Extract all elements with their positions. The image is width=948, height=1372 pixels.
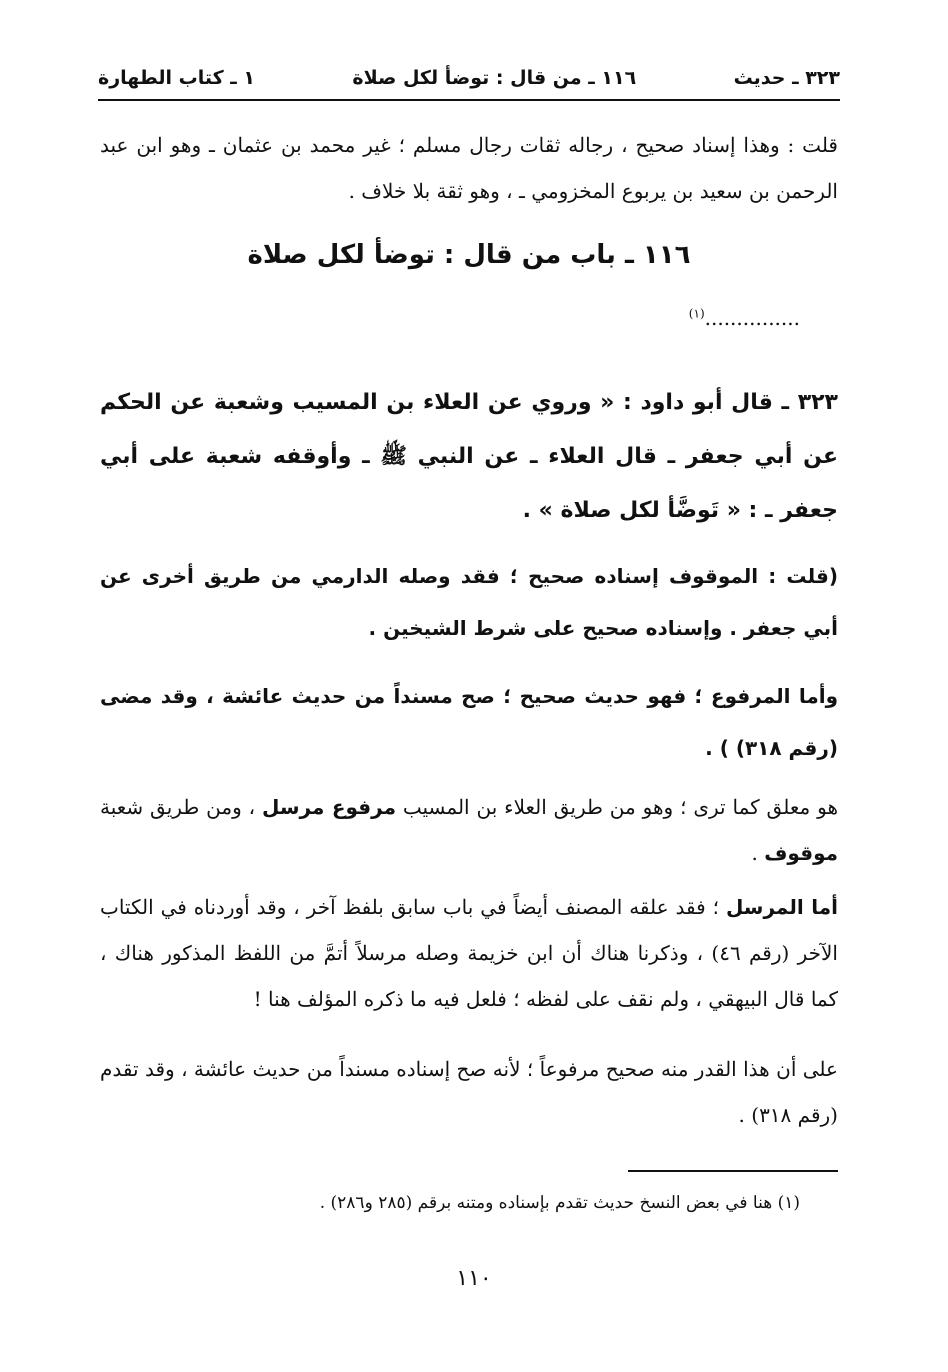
footnote: (١) هنا في بعض النسخ حديث تقدم بإسناده ومتنه برقم (٢٨٥ و٢٨٦) . [319,1193,800,1213]
running-header [98,60,840,96]
p3-part-a: هو معلق كما ترى ؛ وهو من طريق العلاء بن المسيب [395,795,838,819]
p3-part-e: . [751,841,765,865]
omission-marker [560,306,800,330]
p3-bold-marfu-mursal: مرفوع مرسل [262,795,396,819]
omission-dots: ............... [704,306,800,330]
p4-bold-lead: أما المرسل [725,895,838,919]
header-book-title: ١ ـ كتاب الطهارة [98,67,255,89]
hadith-text: ٣٢٣ ـ قال أبو داود : « وروي عن العلاء بن المسيب وشعبة عن الحكم عن أبي جعفر ـ قال العلاء ـ عن النبي ﷺ ـ وأوقفه شعبة على أبي جعفر ـ : « تَوضَّأ لكل صلاة » . [100,390,838,523]
commentary-paragraph-3 [100,784,838,876]
section-heading: ١١٦ ـ باب من قال : توضأ لكل صلاة [247,240,691,270]
header-rule [98,99,840,101]
commentary-paragraph-1: (قلت : الموقوف إسناده صحيح ؛ فقد وصله الدارمي من طريق أخرى عن أبي جعفر . وإسناده صحيح على شرط الشيخين . [100,564,838,640]
intro-paragraph: قلت : وهذا إسناد صحيح ، رجاله ثقات رجال مسلم ؛ غير محمد بن عثمان ـ وهو ابن عبد الرحمن بن سعيد بن يربوع المخزومي ـ ، وهو ثقة بلا خلاف . [100,133,838,203]
header-chapter-title: ١١٦ ـ من قال : توضأ لكل صلاة [352,67,637,89]
p3-part-c: ، ومن طريق شعبة [100,795,262,819]
commentary-paragraph-5: على أن هذا القدر منه صحيح مرفوعاً ؛ لأنه صح إسناده مسنداً من حديث عائشة ، وقد تقدم (رقم ٣١٨) . [100,1057,838,1127]
p3-bold-mawquf: موقوف [764,841,838,865]
footnote-reference: (١) [688,306,705,321]
commentary-paragraph-2: وأما المرفوع ؛ فهو حديث صحيح ؛ صح مسنداً من حديث عائشة ، وقد مضى (رقم ٣١٨) ) . [100,684,838,760]
p4-body: ؛ فقد علقه المصنف أيضاً في باب سابق بلفظ آخر ، وقد أوردناه في الكتاب الآخر (رقم ٤٦) ، وذكرنا هناك أن ابن خزيمة وصله مرسلاً أتمَّ من اللفظ المذكور هناك ، كما قال البيهقي ، ولم نقف على لفظه ؛ فلعل فيه ما ذكره المؤلف هنا ! [100,895,838,1011]
header-hadith-number: ٣٢٣ ـ حديث [733,67,840,89]
footnote-rule [628,1170,838,1172]
page-number: ١١٠ [456,1266,492,1291]
commentary-paragraph-4 [100,884,838,1022]
